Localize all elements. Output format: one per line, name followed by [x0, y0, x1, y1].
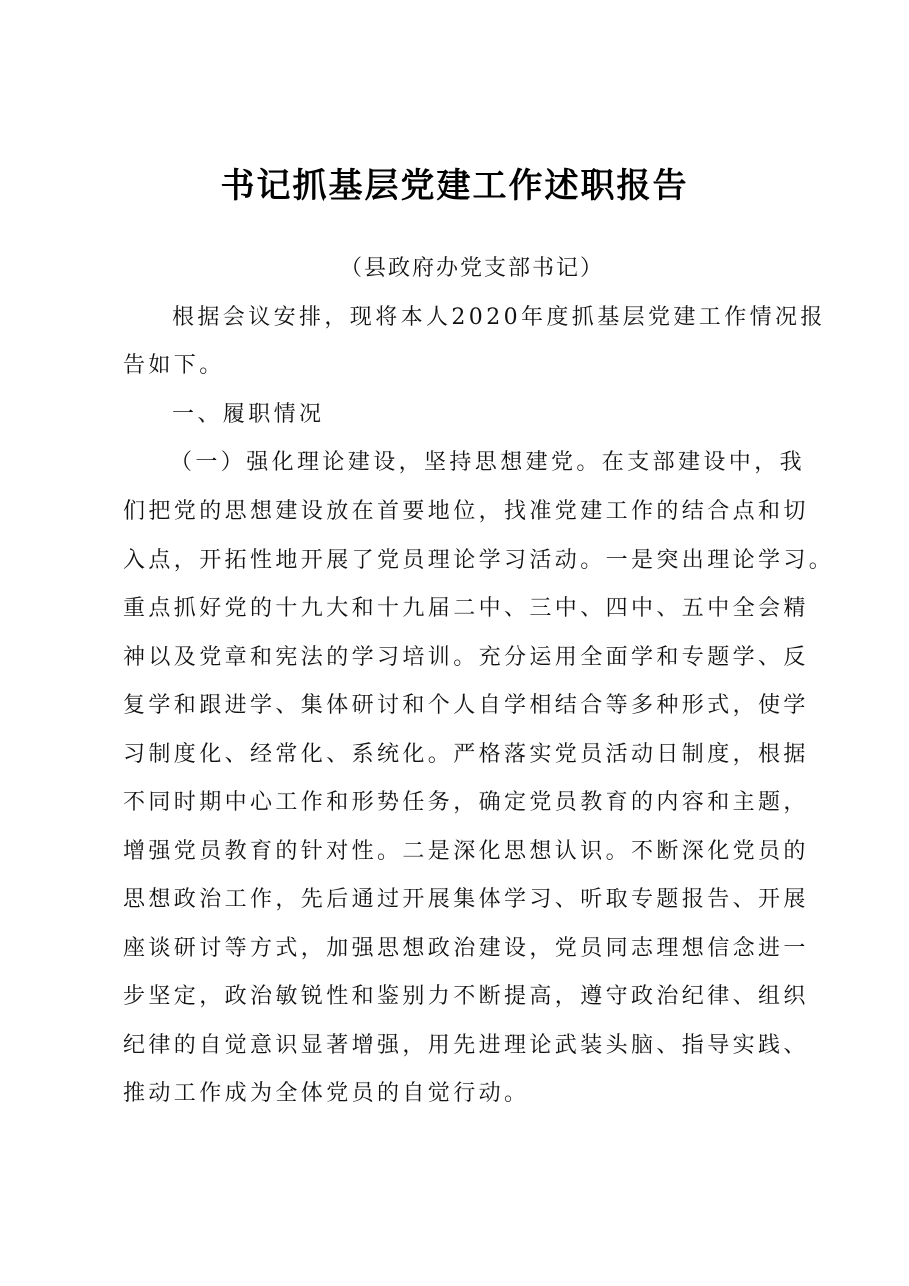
body-line: （一）强化理论建设，坚持思想建党。在支部建设中，我 [170, 450, 806, 475]
body-line: 入点，开拓性地开展了党员理论学习活动。一是突出理论学习。 [123, 548, 835, 573]
body-line: 增强党员教育的针对性。二是深化思想认识。不断深化党员的 [123, 839, 809, 864]
body-line: 思想政治工作，先后通过开展集体学习、听取专题报告、开展 [123, 887, 809, 912]
intro-line: 告如下。 [123, 353, 225, 378]
intro-line: 根据会议安排，现将本人2020年度抓基层党建工作情况报 [172, 305, 826, 330]
body-line: 纪律的自觉意识显著增强，用先进理论武装头脑、指导实践、 [123, 1033, 809, 1058]
body-line: 复学和跟进学、集体研讨和个人自学相结合等多种形式，使学 [123, 693, 809, 718]
body-line: 不同时期中心工作和形势任务，确定党员教育的内容和主题， [123, 790, 809, 815]
document-subtitle: （县政府办党支部书记） [340, 256, 605, 281]
body-line: 习制度化、经常化、系统化。严格落实党员活动日制度，根据 [123, 742, 809, 767]
body-line: 神以及党章和宪法的学习培训。充分运用全面学和专题学、反 [123, 645, 809, 670]
body-line: 步坚定，政治敏锐性和鉴别力不断提高，遵守政治纪律、组织 [123, 984, 809, 1009]
body-line: 重点抓好党的十九大和十九届二中、三中、四中、五中全会精 [123, 596, 809, 621]
body-line: 座谈研讨等方式，加强思想政治建设，党员同志理想信念进一 [123, 936, 809, 961]
body-line: 们把党的思想建设放在首要地位，找准党建工作的结合点和切 [123, 499, 809, 524]
body-line: 推动工作成为全体党员的自觉行动。 [123, 1081, 530, 1106]
document-title: 书记抓基层党建工作述职报告 [220, 166, 689, 206]
section-heading: 一、履职情况 [172, 402, 325, 427]
